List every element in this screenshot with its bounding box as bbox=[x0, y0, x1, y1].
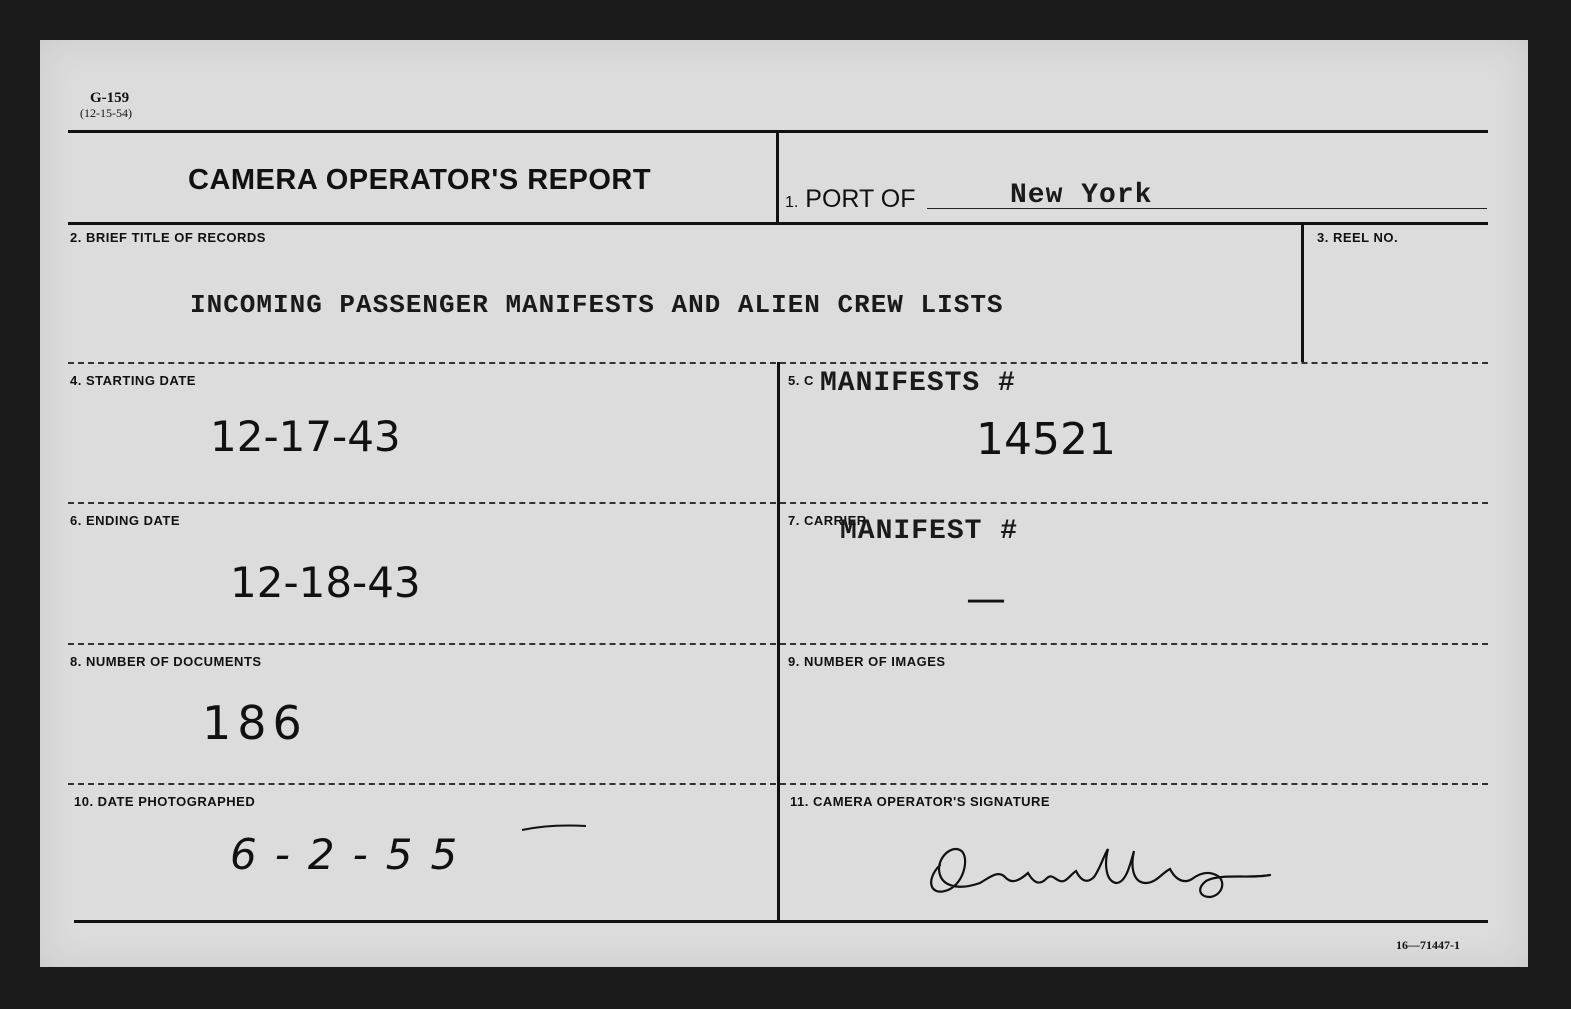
field5-label-number: 5. bbox=[788, 373, 800, 388]
port-value: New York bbox=[1010, 180, 1153, 211]
reel-label: 3. REEL NO. bbox=[1317, 230, 1399, 245]
field5-typed: MANIFESTS # bbox=[820, 368, 1016, 399]
date-photographed-label: 10. DATE PHOTOGRAPHED bbox=[74, 794, 256, 809]
report-card bbox=[40, 40, 1528, 967]
reel-divider bbox=[1301, 222, 1304, 362]
ending-date-value: 12-18-43 bbox=[230, 558, 421, 607]
field5-label-fragment: C bbox=[803, 373, 814, 388]
field7-value: — bbox=[966, 576, 1006, 622]
port-label bbox=[785, 185, 916, 214]
images-label: 9. NUMBER OF IMAGES bbox=[788, 654, 946, 669]
main-divider bbox=[777, 362, 780, 922]
header-divider bbox=[776, 130, 779, 224]
ending-date-label: 6. ENDING DATE bbox=[70, 513, 181, 528]
starting-date-value: 12-17-43 bbox=[210, 412, 401, 461]
form-title: CAMERA OPERATOR'S REPORT bbox=[188, 164, 652, 196]
bottom-rule bbox=[74, 920, 1488, 923]
header-bottom-rule bbox=[68, 222, 1488, 225]
signature-mark bbox=[920, 835, 1310, 905]
signature-label: 11. CAMERA OPERATOR'S SIGNATURE bbox=[790, 794, 1051, 809]
form-number: G-159 bbox=[90, 90, 130, 106]
row-rule-3 bbox=[68, 643, 1488, 645]
starting-date-label: 4. STARTING DATE bbox=[70, 373, 196, 388]
records-value: INCOMING PASSENGER MANIFESTS AND ALIEN CREW LISTS bbox=[190, 290, 1004, 320]
field7-label: 7. CARRIER bbox=[788, 513, 867, 528]
footer-code: 16—71447-1 bbox=[1396, 938, 1460, 952]
records-label: 2. BRIEF TITLE OF RECORDS bbox=[70, 230, 266, 245]
port-label-number: 1. bbox=[785, 194, 799, 211]
field5-label bbox=[788, 373, 814, 388]
row-rule-4 bbox=[68, 783, 1488, 785]
field5-value: 14521 bbox=[976, 414, 1116, 465]
documents-label: 8. NUMBER OF DOCUMENTS bbox=[70, 654, 262, 669]
date-flourish bbox=[520, 822, 590, 834]
form-revision-date: (12-15-54) bbox=[80, 106, 132, 120]
documents-value: 186 bbox=[202, 696, 308, 750]
port-label-text: PORT OF bbox=[805, 185, 916, 213]
row-rule-2 bbox=[68, 502, 1488, 504]
field7-typed: MANIFEST # bbox=[840, 516, 1019, 547]
date-photographed-value: 6-2-55 bbox=[230, 830, 476, 879]
